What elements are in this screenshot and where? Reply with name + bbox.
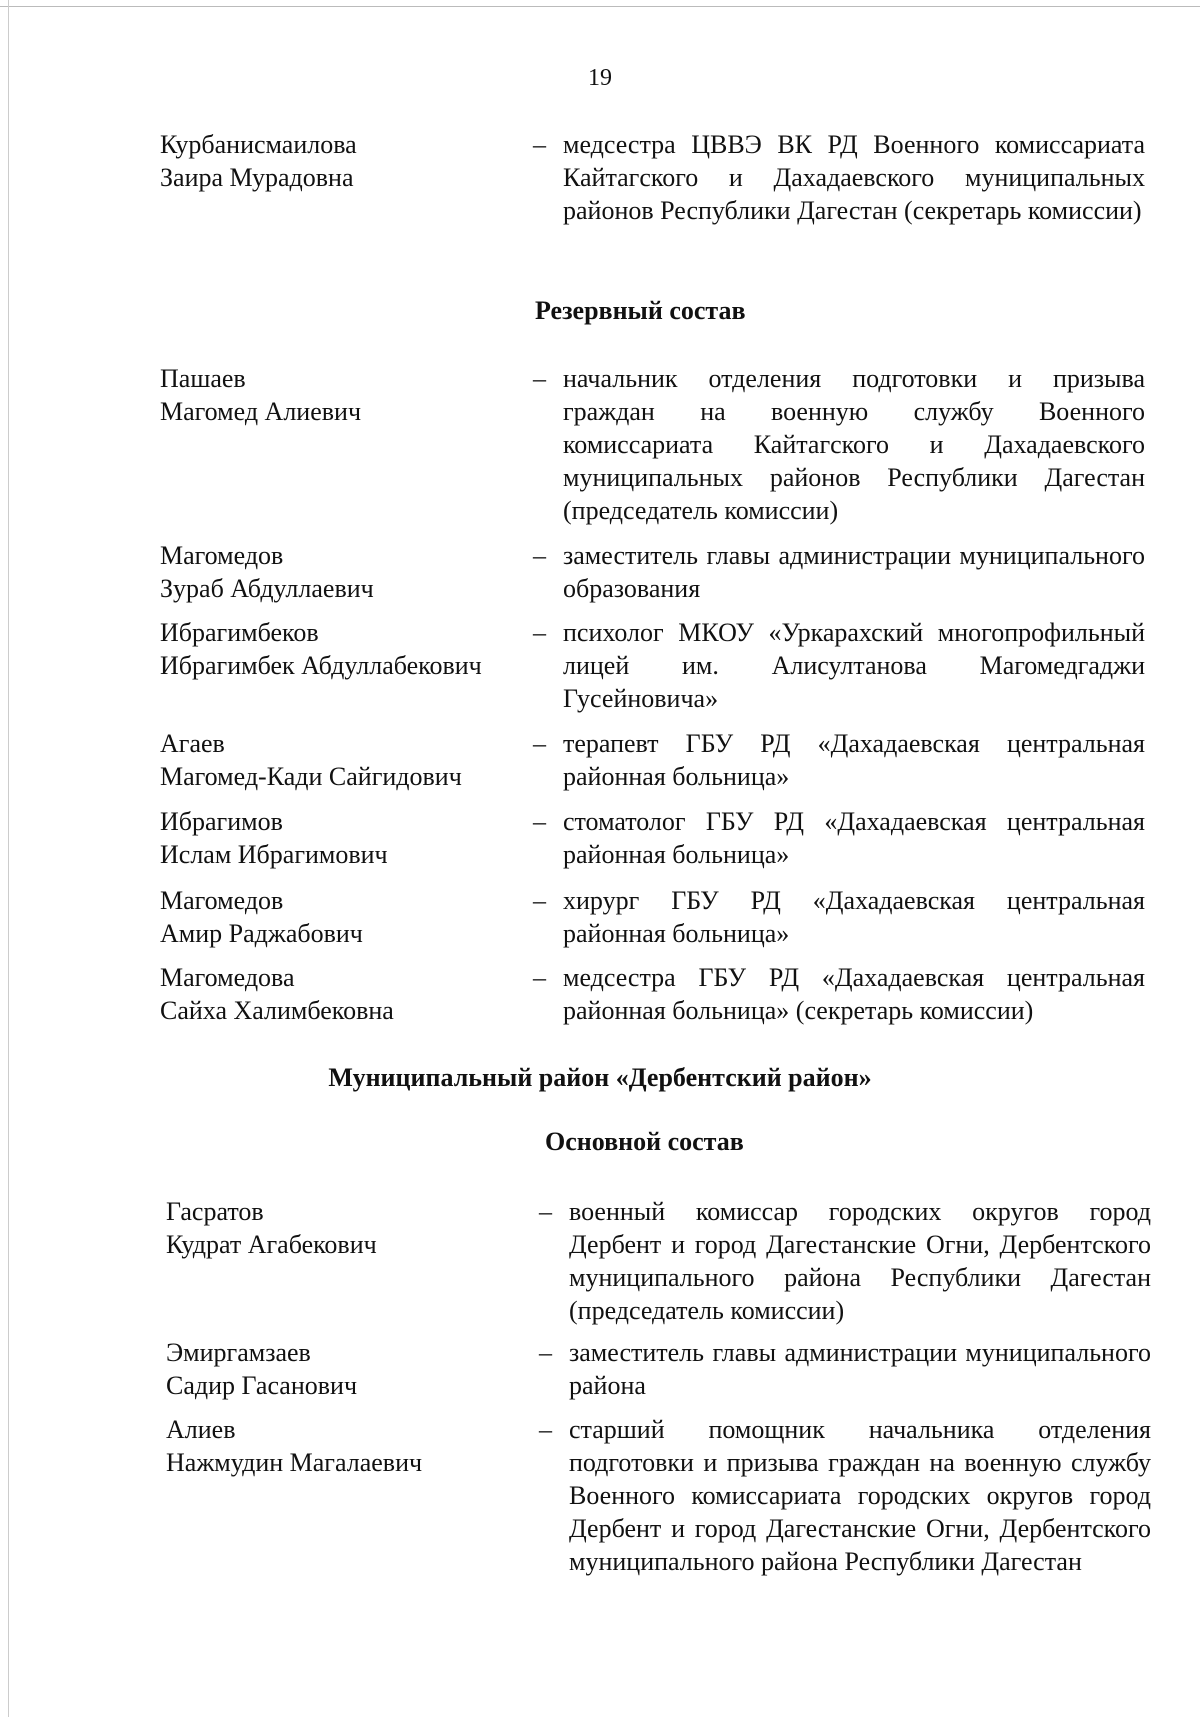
member-position: медсестра ГБУ РД «Дахадаевская центральная районная больница» (секретарь комиссии) — [563, 963, 1145, 1025]
member-name — [160, 616, 530, 682]
member-name — [160, 128, 530, 194]
member-name — [160, 727, 530, 793]
reserve-heading: Резервный состав — [535, 296, 746, 325]
dash: – — [533, 963, 546, 992]
member-surname: Ибрагимбеков — [160, 618, 319, 647]
member-position: хирург ГБУ РД «Дахадаевская центральная районная больница» — [563, 886, 1145, 948]
dash: – — [539, 1338, 552, 1367]
member-name — [160, 961, 530, 1027]
dash: – — [533, 618, 546, 647]
member-name — [166, 1195, 536, 1261]
member-given-name: Магомед Алиевич — [160, 397, 362, 426]
member-name — [160, 362, 530, 428]
member-surname: Агаев — [160, 729, 225, 758]
member-position: медсестра ЦВВЭ ВК РД Военного комиссариата Кайтагского и Дахадаевского муниципальных районов Республики Дагестан (секретарь комиссии) — [563, 130, 1145, 225]
member-given-name: Магомед-Кади Сайгидович — [160, 762, 462, 791]
dash: – — [533, 130, 546, 159]
dash: – — [539, 1197, 552, 1226]
member-surname: Пашаев — [160, 364, 246, 393]
member-given-name: Сайха Халимбековна — [160, 996, 394, 1025]
member-surname: Курбанисмаилова — [160, 130, 357, 159]
member-given-name: Зураб Абдуллаевич — [160, 574, 374, 603]
dash: – — [533, 807, 546, 836]
member-surname: Алиев — [166, 1415, 236, 1444]
member-surname: Ибрагимов — [160, 807, 283, 836]
member-surname: Гасратов — [166, 1197, 264, 1226]
member-given-name: Нажмудин Магалаевич — [166, 1448, 423, 1477]
member-given-name: Амир Раджабович — [160, 919, 363, 948]
member-position: стоматолог ГБУ РД «Дахадаевская центральная районная больница» — [563, 807, 1145, 869]
district-heading: Муниципальный район «Дербентский район» — [328, 1063, 872, 1092]
member-given-name: Кудрат Агабекович — [166, 1230, 377, 1259]
dash: – — [533, 541, 546, 570]
member-surname: Эмиргамзаев — [166, 1338, 311, 1367]
member-position: начальник отделения подготовки и призыва граждан на военную службу Военного комиссариата Кайтагского и Дахадаевского муниципальных районов Республики Дагестан (председатель комиссии) — [563, 364, 1145, 525]
member-position: терапевт ГБУ РД «Дахадаевская центральная районная больница» — [563, 729, 1145, 791]
member-given-name: Ислам Ибрагимович — [160, 840, 388, 869]
scan-edge-top — [0, 6, 1200, 7]
member-position: заместитель главы администрации муниципального образования — [563, 541, 1145, 603]
member-position: заместитель главы администрации муниципального района — [569, 1338, 1151, 1400]
member-position: психолог МКОУ «Уркарахский многопрофильный лицей им. Алисултанова Магомедгаджи Гусейновича» — [563, 618, 1145, 713]
member-name — [160, 884, 530, 950]
dash: – — [533, 364, 546, 393]
dash: – — [533, 886, 546, 915]
scan-edge-left — [8, 0, 9, 1717]
member-name — [160, 539, 530, 605]
member-surname: Магомедова — [160, 963, 295, 992]
member-position: старший помощник начальника отделения подготовки и призыва граждан на военную службу Военного комиссариата городских округов город Дербент и город Дагестанские Огни, Дербентского муниципального района Республики Дагестан — [569, 1415, 1151, 1576]
page-number: 19 — [588, 65, 612, 91]
member-surname: Магомедов — [160, 886, 284, 915]
member-surname: Магомедов — [160, 541, 284, 570]
member-name — [166, 1413, 536, 1479]
member-given-name: Ибрагимбек Абдуллабекович — [160, 651, 482, 680]
member-given-name: Садир Гасанович — [166, 1371, 358, 1400]
dash: – — [539, 1415, 552, 1444]
member-position: военный комиссар городских округов город Дербент и город Дагестанские Огни, Дербентского муниципального района Республики Дагестан (председатель комиссии) — [569, 1197, 1151, 1325]
member-given-name: Заира Мурадовна — [160, 163, 354, 192]
dash: – — [533, 729, 546, 758]
member-name — [160, 805, 530, 871]
member-name — [166, 1336, 536, 1402]
main-composition-heading: Основной состав — [545, 1127, 744, 1156]
